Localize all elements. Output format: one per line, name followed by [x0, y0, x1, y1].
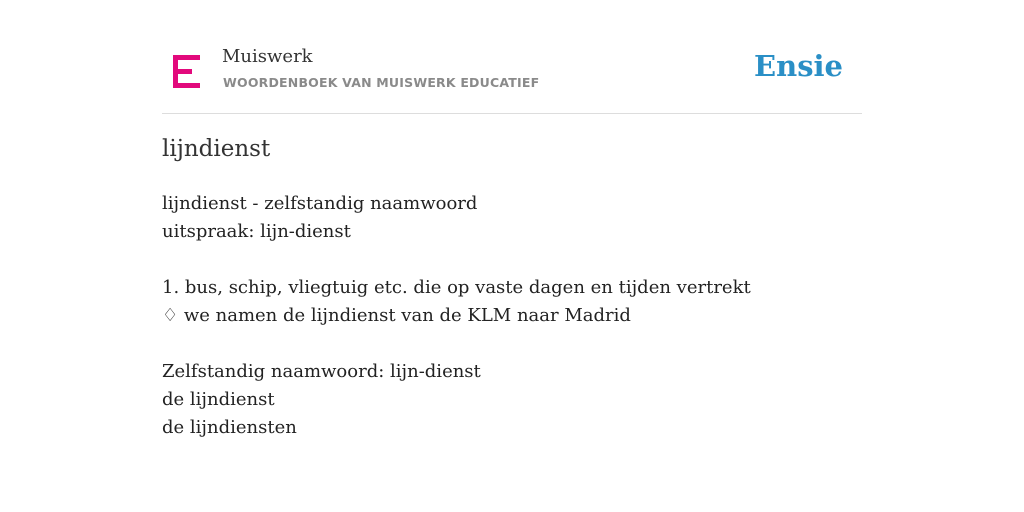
entry-line-spacer	[162, 246, 751, 274]
muiswerk-e-icon[interactable]	[173, 55, 200, 88]
entry-line-grammar: Zelfstandig naamwoord: lijn-dienst	[162, 361, 481, 382]
entry-line-singular: de lijndienst	[162, 389, 275, 410]
brand-name[interactable]: Muiswerk	[222, 46, 313, 67]
entry-line-definition: 1. bus, schip, vliegtuig etc. die op vaste dagen en tijden vertrekt	[162, 277, 751, 298]
entry-line-plural: de lijndiensten	[162, 417, 297, 438]
entry-line-pronunciation: uitspraak: lijn-dienst	[162, 221, 351, 242]
header	[162, 0, 862, 114]
entry-body	[162, 190, 751, 442]
brand-subtitle: WOORDENBOEK VAN MUISWERK EDUCATIEF	[223, 75, 540, 90]
entry-title: lijndienst	[162, 136, 271, 162]
page-container	[162, 0, 862, 438]
entry-line-headword: lijndienst - zelfstandig naamwoord	[162, 193, 478, 214]
entry-line-spacer	[162, 330, 751, 358]
entry-line-example: ♢ we namen de lijndienst van de KLM naar Madrid	[162, 305, 631, 326]
ensie-logo[interactable]: Ensie	[754, 49, 843, 83]
